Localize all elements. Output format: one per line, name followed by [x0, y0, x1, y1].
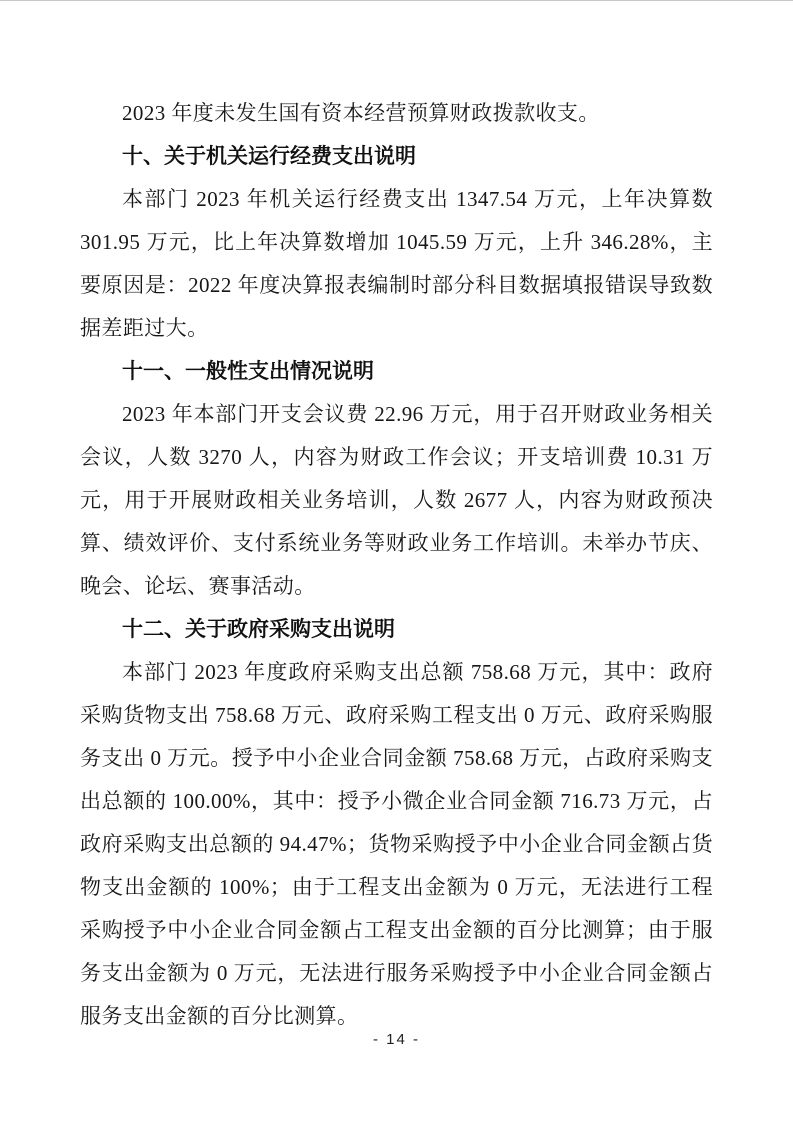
page-number: - 14 -	[372, 1031, 420, 1048]
paragraph-state-capital-note: 2023 年度未发生国有资本经营预算财政拨款收支。	[122, 101, 600, 125]
document-content	[80, 92, 713, 1038]
paragraph-general-expenditure-detail: 2023 年本部门开支会议费 22.96 万元，用于召开财政业务相关会议，人数 3270 人，内容为财政工作会议；开支培训费 10.31 万元，用于开展财政相关业务培训，人数 2677 人，内容为财政预决算、绩效评价、支付系统业务等财政业务工作培训。未举办节庆、晚会、论坛、赛事活动。	[80, 402, 713, 598]
page-footer	[0, 1031, 793, 1049]
section-heading-10-operating-expenses: 十、关于机关运行经费支出说明	[122, 145, 416, 168]
paragraph-operating-expenses-detail: 本部门 2023 年机关运行经费支出 1347.54 万元，上年决算数 301.95 万元，比上年决算数增加 1045.59 万元，上升 346.28%，主要原因是：2022 年度决算报表编制时部分科目数据填报错误导致数据差距过大。	[80, 187, 713, 340]
section-heading-11-general-expenditure: 十一、一般性支出情况说明	[122, 360, 374, 383]
paragraph-government-procurement-detail: 本部门 2023 年度政府采购支出总额 758.68 万元，其中：政府采购货物支出 758.68 万元、政府采购工程支出 0 万元、政府采购服务支出 0 万元。授予中小企业合同金额 758.68 万元，占政府采购支出总额的 100.00%，其中：授予小微企业合同金额 716.73 万元，占政府采购支出总额的 94.47%；货物采购授予中小企业合同金额占货物支出金额的 100%；由于工程支出金额为 0 万元，无法进行工程采购授予中小企业合同金额占工程支出金额的百分比测算；由于服务支出金额为 0 万元，无法进行服务采购授予中小企业合同金额占服务支出金额的百分比测算。	[80, 660, 713, 1028]
section-heading-12-government-procurement: 十二、关于政府采购支出说明	[122, 618, 395, 641]
